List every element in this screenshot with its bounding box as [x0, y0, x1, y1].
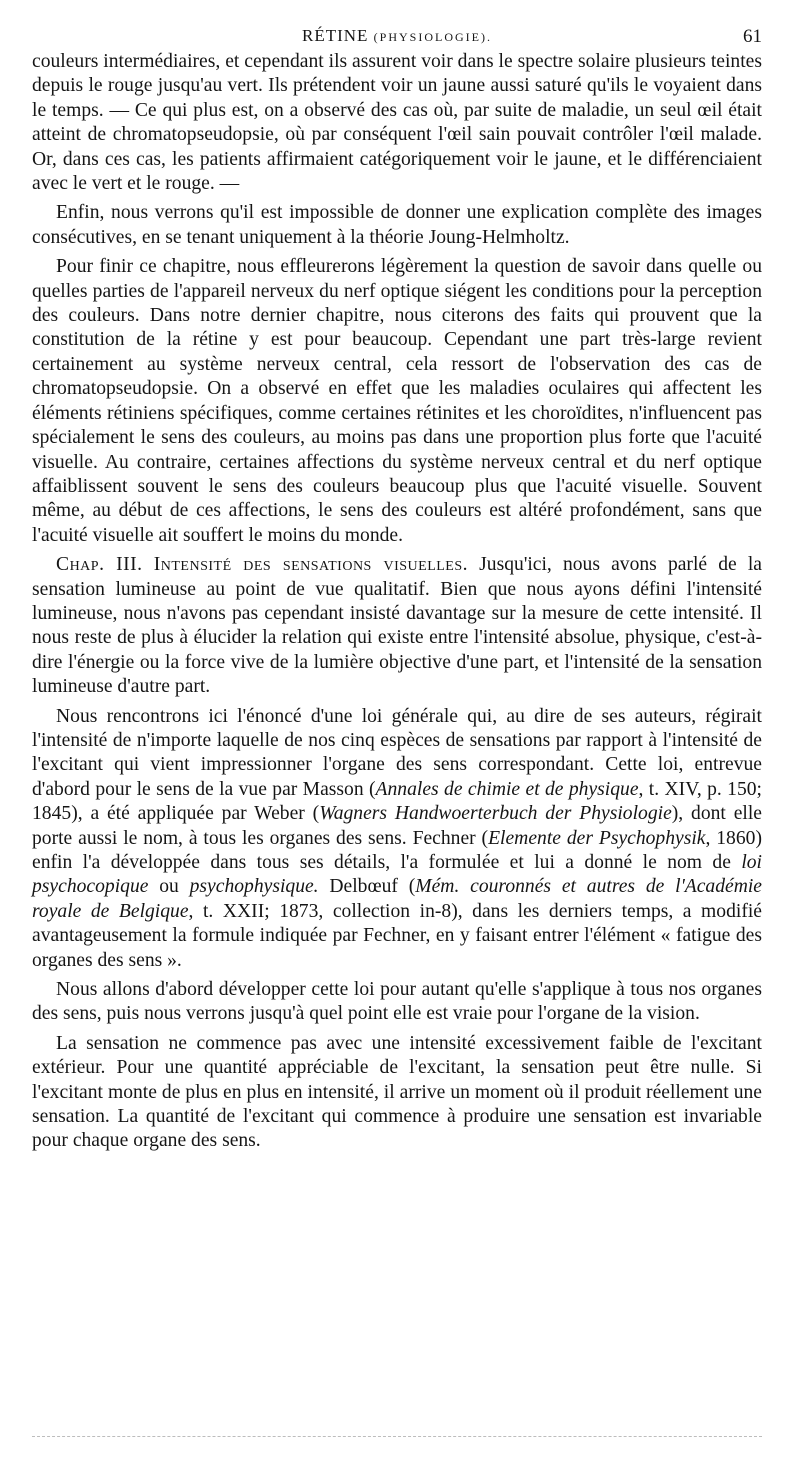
text-segment: Delbœuf (	[318, 876, 416, 898]
running-header	[32, 12, 762, 50]
chapter-heading: Intensité des sensations visuelles.	[153, 554, 469, 576]
paragraph-general-law	[32, 705, 762, 973]
page-number: 61	[743, 26, 762, 47]
chapter-number: Chap. III.	[56, 554, 143, 576]
term-psychocopique: loi psychocopique	[32, 852, 762, 898]
text-segment: ou	[148, 876, 190, 898]
text-segment: Nous rencontrons ici l'énoncé d'une loi générale qui, au dire de ses auteurs, régirait l'intensité de n'importe laquelle de nos cinq espèces de sensations par rapport à l'intensité de l'excitant qui vient impressionner l'organe des sens correspondant. Cette loi, entrevue d'abord pour le sens de la vue par Masson (	[32, 705, 762, 800]
citation-memoires: Mém. couronnés et autres de l'Académie royale de Belgique	[32, 876, 762, 922]
citation-annales: Annales de chimie et de physique	[375, 778, 639, 800]
bottom-rule	[32, 1436, 762, 1437]
paragraph-continuation: couleurs intermédiaires, et cependant ils assurent voir dans le spectre solaire plusieurs teintes depuis le rouge jusqu'au vert. Ils prétendent voir un jaune aussi saturé qu'ils le voyaient dans le temps. — Ce qui plus est, on a observé des cas où, par suite de maladie, un seul œil était atteint de chromatopseudopsie, où par conséquent l'œil sain pouvait contrôler l'œil malade. Or, dans ces cas, les patients affirmaient catégoriquement voir le jaune, et le différenciaient avec le vert et le rouge. —	[32, 51, 762, 195]
paragraph-nervous-system: Pour finir ce chapitre, nous effleurerons légèrement la question de savoir dans quelle ou quelles parties de l'appareil nerveux du nerf optique siégent les conditions pour la perception des couleurs. Dans notre dernier chapitre, nous citerons des faits qui prouvent que la constitution de la rétine y est pour beaucoup. Cependant une part très-large revient certainement au système nerveux central, cela ressort de l'observation des cas de chromatopseudopsie. On a observé en effet que les maladies oculaires qui affectent les éléments rétiniens spécifiques, comme certaines rétinites et les choroïdites, n'influencent pas spécialement le sens des couleurs, au moins pas dans une proportion plus forte que l'acuité visuelle. Au contraire, certaines affections du système nerveux central et du nerf optique affaiblissent souvent le sens des couleurs beaucoup plus que l'acuité visuelle. Souvent même, au début de ces affections, le sens des couleurs est altéré profondément, sans que l'acuité visuelle ait souffert le moins du monde.	[32, 256, 762, 546]
header-subtitle: (PHYSIOLOGIE).	[373, 30, 492, 44]
text-body	[32, 50, 762, 1154]
paragraph-chapter-three	[32, 553, 762, 699]
citation-wagners: Wagners Handwoerterbuch der Physiologie	[319, 803, 672, 825]
paragraph-develop-law: Nous allons d'abord développer cette loi pour autant qu'elle s'applique à tous nos organes des sens, puis nous verrons jusqu'à quel point elle est vraie pour l'organe de la vision.	[32, 979, 762, 1025]
header-title: RÉTINE	[301, 26, 369, 45]
paragraph-sensation-threshold: La sensation ne commence pas avec une intensité excessivement faible de l'excitant extérieur. Pour une quantité appréciable de l'excitant, la sensation peut être nulle. Si l'excitant monte de plus en plus en intensité, il arrive un moment où il produit réellement une sensation. La quantité de l'excitant qui commence à produire une sensation est invariable pour chaque organe des sens.	[32, 1032, 762, 1152]
text-segment: , t. XIV, p. 150; 1845), a été appliquée par Weber (	[32, 778, 762, 825]
text-segment: , 1860) enfin l'a développée dans tous ses détails, l'a formulée et lui a donné le nom de	[32, 827, 762, 873]
chapter-text: Jusqu'ici, nous avons parlé de la sensation lumineuse au point de vue qualitatif. Bien que nous ayons défini l'intensité lumineuse, nous n'avons pas cependant insisté davantage sur la mesure de cette intensité. Il nous reste de plus à élucider la relation qui existe entre l'intensité absolue, physique, c'est-à-dire l'énergie ou la force vive de la lumière objective d'une part, et l'intensité de la sensation lumineuse d'autre part.	[32, 554, 762, 698]
citation-elemente: Elemente der Psychophysik	[488, 827, 706, 849]
running-title	[32, 26, 762, 46]
paragraph-consecutive-images: Enfin, nous verrons qu'il est impossible de donner une explication complète des images consécutives, en se tenant uniquement à la théorie Joung-Helmholtz.	[32, 202, 762, 248]
text-segment: ), dont elle porte aussi le nom, à tous les organes des sens. Fechner (	[32, 803, 763, 849]
term-psychophysique: psychophysique.	[189, 876, 319, 898]
text-segment: , t. XXII; 1873, collection in-8), dans les derniers temps, a modifié avantageusement la formule indiquée par Fechner, en y faisant entrer l'élément « fatigue des organes des sens ».	[32, 900, 762, 971]
